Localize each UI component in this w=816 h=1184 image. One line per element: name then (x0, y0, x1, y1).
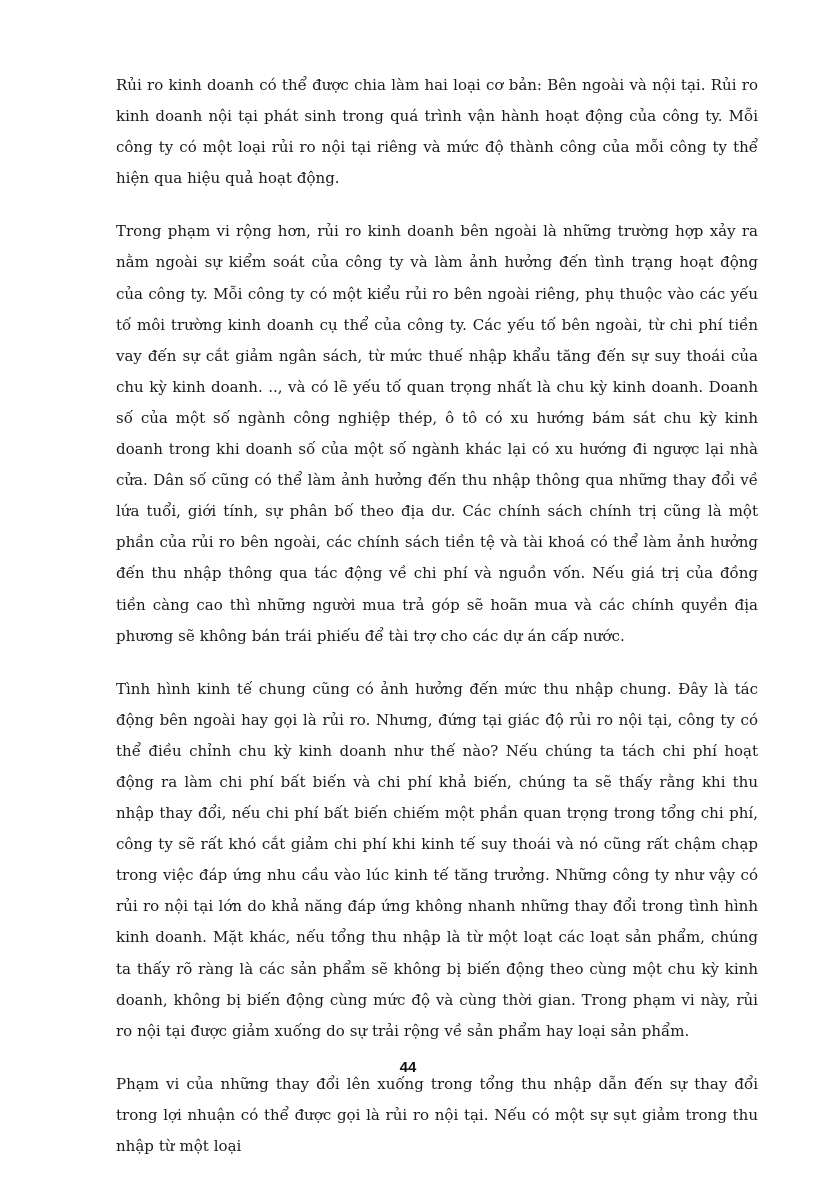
text-body (116, 70, 758, 1184)
paragraph-1: Rủi ro kinh doanh có thể được chia làm hai loại cơ bản: Bên ngoài và nội tại. Rủi ro kinh doanh nội tại phát sinh trong quá trình vận hành hoạt động của công ty. Mỗi công ty có một loại rủi ro nội tại riêng và mức độ thành công của mỗi công ty thể hiện qua hiệu quả hoạt động. (116, 76, 758, 188)
paragraph-2: Trong phạm vi rộng hơn, rủi ro kinh doanh bên ngoài là những trường hợp xảy ra nằm ngoài sự kiểm soát của công ty và làm ảnh hưởng đến tình trạng hoạt động của công ty. Mỗi công ty có một kiểu rủi ro bên ngoài riêng, phụ thuộc vào các yếu tố môi trường kinh doanh cụ thể của công ty. Các yếu tố bên ngoài, từ chi phí tiền vay đến sự cắt giảm ngân sách, từ mức thuế nhập khẩu tăng đến sự suy thoái của chu kỳ kinh doanh. .., và có lẽ yếu tố quan trọng nhất là chu kỳ kinh doanh. Doanh số của một số ngành công nghiệp thép, ô tô có xu hướng bám sát chu kỳ kinh doanh trong khi doanh số của một số ngành khác lại có xu hướng đi ngược lại nhà cửa. Dân số cũng có thể làm ảnh hưởng đến thu nhập thông qua những thay đổi về lứa tuổi, giới tính, sự phân bố theo địa dư. Các chính sách chính trị cũng là một phần của rủi ro bên ngoài, các chính sách tiền tệ và tài khoá có thể làm ảnh hưởng đến thu nhập thông qua tác động về chi phí và nguồn vốn. Nếu giá trị của đồng tiền càng cao thì những người mua trả góp sẽ hoãn mua và các chính quyền địa phương sẽ không bán trái phiếu để tài trợ cho các dự án cấp nước. (116, 222, 758, 645)
page-number: 44 (399, 1059, 417, 1076)
paragraph-3: Tình hình kinh tế chung cũng có ảnh hưởng đến mức thu nhập chung. Đây là tác động bên ngoài hay gọi là rủi ro. Nhưng, đứng tại giác độ rủi ro nội tại, công ty có thể điều chỉnh chu kỳ kinh doanh như thế nào? Nếu chúng ta tách chi phí hoạt động ra làm chi phí bất biến và chi phí khả biến, chúng ta sẽ thấy rằng khi thu nhập thay đổi, nếu chi phí bất biến chiếm một phần quan trọng trong tổng chi phí, công ty sẽ rất khó cắt giảm chi phí khi kinh tế suy thoái và nó cũng rất chậm chạp trong việc đáp ứng nhu cầu vào lúc kinh tế tăng trưởng. Những công ty như vậy có rủi ro nội tại lớn do khả năng đáp ứng không nhanh những thay đổi trong tình hình kinh doanh. Mặt khác, nếu tổng thu nhập là từ một loạt các loạt sản phẩm, chúng ta thấy rõ ràng là các sản phẩm sẽ không bị biến động theo cùng một chu kỳ kinh doanh, không bị biến động cùng mức độ và cùng thời gian. Trong phạm vi này, rủi ro nội tại được giảm xuống do sự trải rộng về sản phẩm hay loại sản phẩm. (116, 679, 758, 1040)
paragraph-4: Phạm vi của những thay đổi lên xuống trong tổng thu nhập dẫn đến sự thay đổi trong lợi nhuận có thể được gọi là rủi ro nội tại. Nếu có một sự sụt giảm trong thu nhập từ một loại (116, 1074, 758, 1155)
